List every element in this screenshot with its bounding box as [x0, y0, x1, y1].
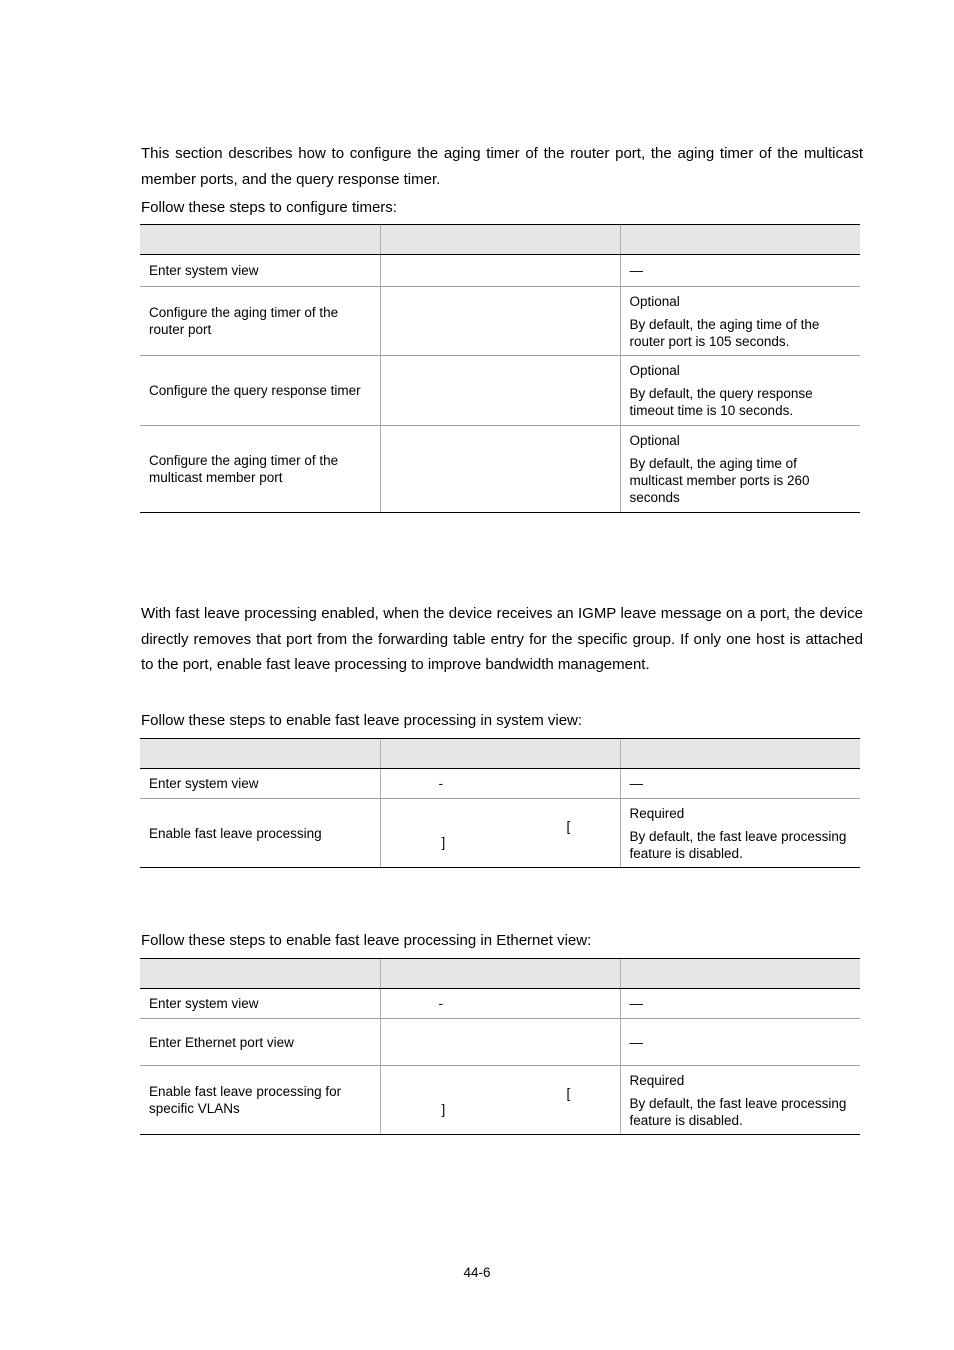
- table-row: [140, 426, 860, 513]
- remark-text: By default, the aging time of the router port is 105 seconds.: [629, 316, 820, 349]
- operation-cell: Configure the query response timer: [140, 356, 380, 426]
- table-header-row: [140, 225, 860, 255]
- remark-text: By default, the query response timeout time is 10 seconds.: [629, 386, 813, 418]
- ethernet-view-table-caption: Follow these steps to enable fast leave processing in Ethernet view:: [141, 932, 592, 949]
- table-row: [140, 1066, 860, 1135]
- timers-table-caption: Follow these steps to configure timers:: [141, 199, 397, 216]
- command-cell: [380, 1019, 620, 1066]
- timers-steps-table: [140, 224, 860, 513]
- remark-cell: [620, 426, 860, 513]
- operation-cell: Enter system view: [140, 255, 380, 287]
- table-row: [140, 1019, 860, 1066]
- table-header-row: [140, 739, 860, 769]
- remark-cell: [620, 799, 860, 868]
- command-cell: [380, 799, 620, 868]
- table-row: [140, 356, 860, 426]
- header-cell: [620, 225, 860, 255]
- system-view-table-caption: Follow these steps to enable fast leave processing in system view:: [141, 712, 583, 729]
- command-cell: [380, 356, 620, 426]
- command-cell: [380, 287, 620, 356]
- command-cell: [380, 426, 620, 513]
- remark-cell: —: [620, 769, 860, 799]
- command-bracket-close: ]: [441, 835, 446, 850]
- remark-text: By default, the fast leave processing feature is disabled.: [629, 1095, 847, 1128]
- operation-cell: Enter system view: [140, 769, 380, 799]
- header-cell: [620, 959, 860, 989]
- command-cell: [380, 769, 620, 799]
- header-cell: [620, 739, 860, 769]
- remark-cell: [620, 287, 860, 356]
- operation-cell: Configure the aging timer of the multicast member port: [140, 426, 380, 513]
- remark-cell: [620, 356, 860, 426]
- operation-cell: Enable fast leave processing for specific VLANs: [140, 1066, 380, 1135]
- command-bracket-open: [: [566, 1086, 571, 1101]
- operation-cell: Configure the aging timer of the router port: [140, 287, 380, 356]
- fast-leave-paragraph: With fast leave processing enabled, when the device receives an IGMP leave message on a port, the device directly removes that port from the forwarding table entry for the specific group. If only one host is attached to the port, enable fast leave processing to improve bandwidth management.: [141, 605, 863, 673]
- remark-title: Optional: [629, 293, 680, 309]
- header-cell: [380, 959, 620, 989]
- page-number: 44-6: [463, 1265, 491, 1280]
- system-view-steps-table: [140, 738, 860, 868]
- header-cell: [140, 739, 380, 769]
- operation-cell: Enter system view: [140, 989, 380, 1019]
- table-row: [140, 989, 860, 1019]
- table-row: [140, 769, 860, 799]
- remark-text: By default, the fast leave processing feature is disabled.: [629, 828, 847, 861]
- header-cell: [140, 225, 380, 255]
- command-bracket-close: ]: [441, 1102, 446, 1117]
- remark-text: By default, the aging time of multicast member ports is 260 seconds: [629, 456, 810, 505]
- remark-cell: —: [620, 1019, 860, 1066]
- ethernet-view-steps-table: [140, 958, 860, 1135]
- remark-cell: —: [620, 989, 860, 1019]
- header-cell: [380, 225, 620, 255]
- timers-intro-paragraph: This section describes how to configure the aging timer of the router port, the aging timer of the multicast member ports, and the query response timer.: [141, 145, 863, 188]
- command-mark: -: [438, 996, 443, 1011]
- remark-title: Required: [629, 805, 685, 821]
- command-cell: [380, 255, 620, 287]
- command-bracket-open: [: [566, 819, 571, 834]
- remark-title: Required: [629, 1072, 685, 1088]
- command-cell: [380, 989, 620, 1019]
- remark-cell: —: [620, 255, 860, 287]
- table-row: [140, 287, 860, 356]
- table-row: [140, 255, 860, 287]
- table-header-row: [140, 959, 860, 989]
- command-cell: [380, 1066, 620, 1135]
- operation-cell: Enable fast leave processing: [140, 799, 380, 868]
- remark-title: Optional: [629, 363, 680, 378]
- header-cell: [140, 959, 380, 989]
- command-mark: -: [438, 776, 443, 791]
- operation-cell: Enter Ethernet port view: [140, 1019, 380, 1066]
- header-cell: [380, 739, 620, 769]
- remark-title: Optional: [629, 433, 680, 448]
- table-row: [140, 799, 860, 868]
- remark-cell: [620, 1066, 860, 1135]
